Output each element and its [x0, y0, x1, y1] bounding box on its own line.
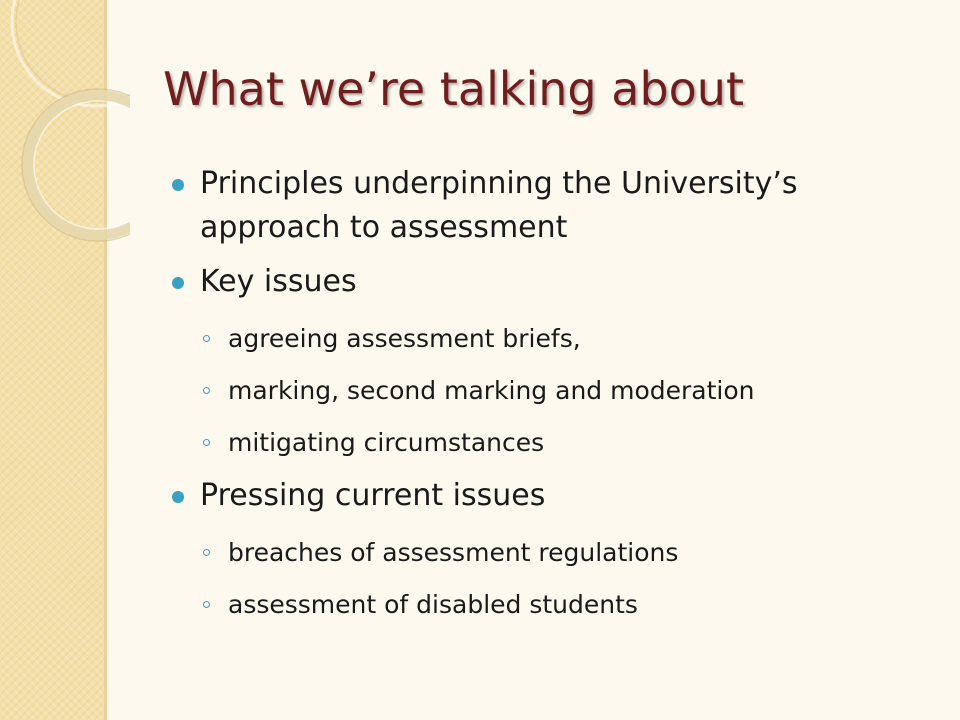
bullet-dot-icon — [172, 491, 184, 503]
sub-bullet-text: assessment of disabled students — [228, 590, 638, 619]
bullet-list — [172, 162, 912, 622]
bullet-dot-icon — [172, 277, 184, 289]
sub-bullet-ring-icon — [203, 601, 210, 608]
bullet-item — [172, 260, 912, 304]
bullet-text: Pressing current issues — [200, 478, 546, 513]
slide-title: What we’re talking about — [163, 62, 744, 116]
bullet-text: Key issues — [200, 264, 357, 299]
bullet-text: Principles underpinning the University’s approach to assessment — [200, 166, 798, 245]
sub-bullet-text: breaches of assessment regulations — [228, 538, 679, 567]
sub-bullet-item — [172, 374, 912, 408]
sub-bullet-item — [172, 426, 912, 460]
sub-bullet-item — [172, 322, 912, 356]
bullet-item — [172, 162, 912, 250]
decorative-rings-icon — [0, 0, 130, 260]
sub-bullet-ring-icon — [203, 387, 210, 394]
sub-bullet-text: agreeing assessment briefs, — [228, 324, 581, 353]
sub-bullet-ring-icon — [203, 439, 210, 446]
sub-bullet-item — [172, 588, 912, 622]
sub-bullet-text: mitigating circumstances — [228, 428, 545, 457]
sub-bullet-text: marking, second marking and moderation — [228, 376, 755, 405]
sub-bullet-ring-icon — [203, 549, 210, 556]
sub-bullet-item — [172, 536, 912, 570]
bullet-item — [172, 474, 912, 518]
sub-bullet-ring-icon — [203, 335, 210, 342]
bullet-dot-icon — [172, 179, 184, 191]
